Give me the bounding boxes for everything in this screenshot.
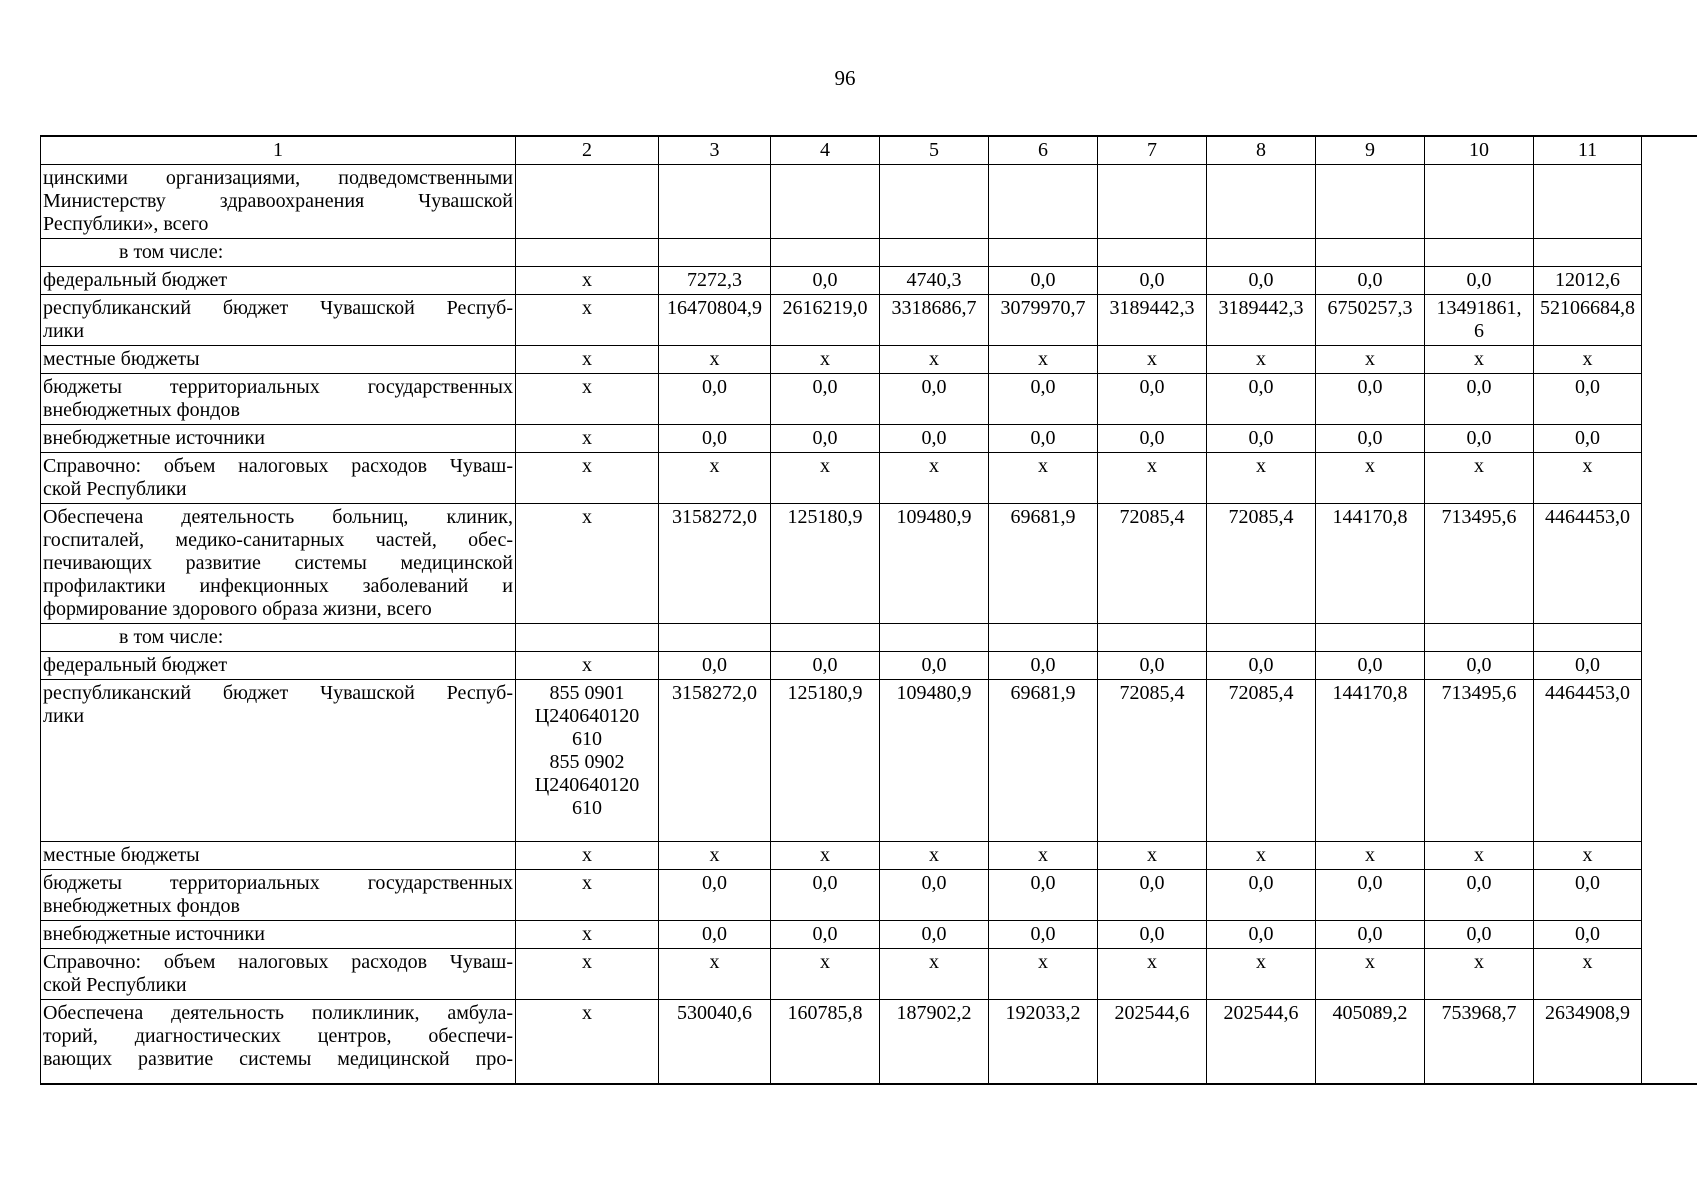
value-cell-line: 855 0901 <box>549 682 625 704</box>
value-cell: 4740,3 <box>880 267 989 295</box>
value-cell: 0,0 <box>1207 425 1316 453</box>
row-label <box>41 239 516 267</box>
row-label <box>41 949 516 1000</box>
value-cell: 0,0 <box>1098 425 1207 453</box>
value-cell: 0,0 <box>880 870 989 921</box>
value-cell: 3158272,0 <box>659 680 771 842</box>
row-label-line: в том числе: <box>119 626 224 648</box>
value-cell <box>1098 239 1207 267</box>
value-cell <box>771 165 880 239</box>
value-cell <box>989 165 1098 239</box>
value-cell: 0,0 <box>1316 267 1425 295</box>
value-cell-line: 6 <box>1474 320 1484 342</box>
value-cell-line: 855 0902 <box>549 751 625 773</box>
row-label-line: печивающих развитие системы медицинской <box>43 552 513 574</box>
value-cell: 144170,8 <box>1316 504 1425 624</box>
value-cell: 0,0 <box>880 921 989 949</box>
value-cell: 3079970,7 <box>989 295 1098 346</box>
column-header: 2 <box>516 136 659 165</box>
value-cell: 0,0 <box>989 425 1098 453</box>
value-cell: 3189442,3 <box>1098 295 1207 346</box>
value-cell: 0,0 <box>771 425 880 453</box>
budget-table-body <box>41 165 1697 1084</box>
value-cell <box>1534 165 1642 239</box>
value-cell: 0,0 <box>1425 425 1534 453</box>
value-cell <box>1316 165 1425 239</box>
table-row <box>41 870 1697 921</box>
row-label-line: Министерству здравоохранения Чувашской <box>43 190 513 212</box>
value-cell: 160785,8 <box>771 1000 880 1084</box>
table-row <box>41 239 1697 267</box>
value-cell: 0,0 <box>1425 374 1534 425</box>
value-cell <box>771 239 880 267</box>
value-cell-line: 610 <box>572 728 602 750</box>
column-header: 4 <box>771 136 880 165</box>
value-cell: 69681,9 <box>989 680 1098 842</box>
value-cell: х <box>989 949 1098 1000</box>
row-label <box>41 680 516 842</box>
value-cell: 125180,9 <box>771 504 880 624</box>
table-row <box>41 1000 1697 1084</box>
row-label-line: местные бюджеты <box>43 844 200 866</box>
column-header: 3 <box>659 136 771 165</box>
value-cell <box>1425 295 1534 346</box>
value-cell <box>659 239 771 267</box>
value-cell: 125180,9 <box>771 680 880 842</box>
value-cell: х <box>1098 453 1207 504</box>
value-cell: х <box>1425 842 1534 870</box>
value-cell: 0,0 <box>1207 267 1316 295</box>
table-row <box>41 165 1697 239</box>
value-cell: х <box>989 346 1098 374</box>
row-label-line: местные бюджеты <box>43 348 200 370</box>
value-cell: 0,0 <box>880 425 989 453</box>
row-label <box>41 624 516 652</box>
column-header: 10 <box>1425 136 1534 165</box>
value-cell: 52106684,8 <box>1534 295 1642 346</box>
value-cell: 4464453,0 <box>1534 504 1642 624</box>
value-cell: х <box>1098 949 1207 1000</box>
value-cell: 72085,4 <box>1207 504 1316 624</box>
value-cell: х <box>516 453 659 504</box>
table-row <box>41 267 1697 295</box>
row-label-line: республиканский бюджет Чувашской Респуб- <box>43 297 513 319</box>
table-row <box>41 346 1697 374</box>
value-cell <box>516 624 659 652</box>
value-cell: х <box>1207 842 1316 870</box>
value-cell: 192033,2 <box>989 1000 1098 1084</box>
value-cell: х <box>1316 842 1425 870</box>
row-label-line: Справочно: объем налоговых расходов Чуваш- <box>43 455 513 477</box>
value-cell: х <box>1534 346 1642 374</box>
value-cell: 187902,2 <box>880 1000 989 1084</box>
value-cell: 2616219,0 <box>771 295 880 346</box>
value-cell <box>880 624 989 652</box>
row-label-line: вающих развитие системы медицинской про- <box>43 1048 513 1070</box>
row-label-line: внебюджетных фондов <box>43 895 240 917</box>
row-label <box>41 652 516 680</box>
budget-table <box>40 135 1697 1085</box>
value-cell <box>1425 165 1534 239</box>
value-cell: 16470804,9 <box>659 295 771 346</box>
value-cell: х <box>771 949 880 1000</box>
value-cell: х <box>659 842 771 870</box>
value-cell: 0,0 <box>659 374 771 425</box>
value-cell: х <box>1534 453 1642 504</box>
value-cell: 0,0 <box>771 267 880 295</box>
value-cell: 0,0 <box>1207 870 1316 921</box>
value-cell <box>989 624 1098 652</box>
value-cell: х <box>1534 949 1642 1000</box>
value-cell: 0,0 <box>1316 870 1425 921</box>
value-cell: х <box>659 949 771 1000</box>
row-label <box>41 165 516 239</box>
value-cell: 109480,9 <box>880 504 989 624</box>
value-cell: 0,0 <box>1425 921 1534 949</box>
value-cell <box>1098 165 1207 239</box>
row-label <box>41 295 516 346</box>
value-cell: х <box>1425 949 1534 1000</box>
row-label <box>41 1000 516 1084</box>
value-cell: х <box>880 453 989 504</box>
row-label-line: Обеспечена деятельность больниц, клиник, <box>43 506 513 528</box>
value-cell: 0,0 <box>1207 652 1316 680</box>
row-label-line: республиканский бюджет Чувашской Респуб- <box>43 682 513 704</box>
value-cell: 0,0 <box>771 374 880 425</box>
value-cell: 0,0 <box>1316 921 1425 949</box>
value-cell: 0,0 <box>1425 870 1534 921</box>
value-cell <box>516 239 659 267</box>
value-cell: 0,0 <box>659 870 771 921</box>
row-label <box>41 504 516 624</box>
value-cell <box>1316 624 1425 652</box>
column-header: 11 <box>1534 136 1642 165</box>
value-cell: 3318686,7 <box>880 295 989 346</box>
value-cell <box>1207 239 1316 267</box>
value-cell: х <box>1425 453 1534 504</box>
value-cell: х <box>1534 842 1642 870</box>
value-cell: 0,0 <box>989 870 1098 921</box>
value-cell <box>1534 624 1642 652</box>
value-cell: 0,0 <box>1316 374 1425 425</box>
value-cell-line: Ц240640120 <box>534 774 640 796</box>
value-cell: х <box>880 949 989 1000</box>
value-cell <box>880 239 989 267</box>
value-cell: х <box>516 295 659 346</box>
value-cell: 405089,2 <box>1316 1000 1425 1084</box>
row-label-line: Справочно: объем налоговых расходов Чуваш- <box>43 951 513 973</box>
row-label-line: внебюджетные источники <box>43 923 265 945</box>
value-cell <box>1207 165 1316 239</box>
column-index-row <box>41 136 1697 165</box>
value-cell: 202544,6 <box>1207 1000 1316 1084</box>
value-cell <box>1534 239 1642 267</box>
row-label-line: бюджеты территориальных государственных <box>43 872 513 894</box>
value-cell: 0,0 <box>1534 870 1642 921</box>
value-cell: х <box>1207 949 1316 1000</box>
row-label-line: федеральный бюджет <box>43 269 228 291</box>
value-cell <box>989 239 1098 267</box>
value-cell: 0,0 <box>880 652 989 680</box>
row-label <box>41 374 516 425</box>
value-cell-line: 610 <box>572 797 602 819</box>
column-header: 9 <box>1316 136 1425 165</box>
value-cell: 0,0 <box>1534 921 1642 949</box>
value-cell: х <box>1316 346 1425 374</box>
row-label <box>41 267 516 295</box>
value-cell: 7272,3 <box>659 267 771 295</box>
value-cell: 0,0 <box>771 652 880 680</box>
table-row <box>41 842 1697 870</box>
row-label-line: лики <box>43 705 85 727</box>
row-label <box>41 870 516 921</box>
row-label-line: федеральный бюджет <box>43 654 228 676</box>
value-cell: х <box>989 842 1098 870</box>
value-cell: х <box>516 1000 659 1084</box>
value-cell: 2634908,9 <box>1534 1000 1642 1084</box>
row-label <box>41 346 516 374</box>
value-cell <box>516 680 659 842</box>
value-cell: х <box>516 374 659 425</box>
value-cell: 0,0 <box>771 921 880 949</box>
column-header: 6 <box>989 136 1098 165</box>
row-label <box>41 921 516 949</box>
value-cell <box>659 624 771 652</box>
column-header: 7 <box>1098 136 1207 165</box>
row-label-line: ской Республики <box>43 478 187 500</box>
value-cell: 713495,6 <box>1425 680 1534 842</box>
value-cell: х <box>516 949 659 1000</box>
value-cell: х <box>771 842 880 870</box>
value-cell: 0,0 <box>1207 374 1316 425</box>
value-cell: х <box>516 267 659 295</box>
value-cell: 69681,9 <box>989 504 1098 624</box>
value-cell: х <box>1098 842 1207 870</box>
value-cell: 0,0 <box>1098 374 1207 425</box>
row-label-line: в том числе: <box>119 241 224 263</box>
column-header: 1 <box>41 136 516 165</box>
row-label-line: госпиталей, медико-санитарных частей, обес- <box>43 529 513 551</box>
row-label-line: внебюджетных фондов <box>43 399 240 421</box>
value-cell: 753968,7 <box>1425 1000 1534 1084</box>
table-row <box>41 504 1697 624</box>
value-cell: х <box>659 453 771 504</box>
row-label-line: формирование здорового образа жизни, всего <box>43 598 432 620</box>
value-cell: 144170,8 <box>1316 680 1425 842</box>
table-row <box>41 949 1697 1000</box>
value-cell: 0,0 <box>880 374 989 425</box>
column-header: 5 <box>880 136 989 165</box>
table-row <box>41 295 1697 346</box>
value-cell: х <box>516 425 659 453</box>
row-label-line: цинскими организациями, подведомственными <box>43 167 513 189</box>
value-cell: 72085,4 <box>1098 680 1207 842</box>
value-cell: 0,0 <box>1098 921 1207 949</box>
value-cell <box>659 165 771 239</box>
value-cell <box>1316 239 1425 267</box>
value-cell-line: Ц240640120 <box>534 705 640 727</box>
value-cell: х <box>1316 453 1425 504</box>
value-cell: х <box>1316 949 1425 1000</box>
value-cell: 3189442,3 <box>1207 295 1316 346</box>
value-cell: 0,0 <box>989 267 1098 295</box>
value-cell: 0,0 <box>989 652 1098 680</box>
value-cell: 109480,9 <box>880 680 989 842</box>
page-number: 96 <box>834 66 856 90</box>
value-cell: х <box>516 870 659 921</box>
value-cell: х <box>516 842 659 870</box>
value-cell: 4464453,0 <box>1534 680 1642 842</box>
value-cell: 0,0 <box>771 870 880 921</box>
value-cell: 0,0 <box>1316 652 1425 680</box>
value-cell: 6750257,3 <box>1316 295 1425 346</box>
value-cell: 0,0 <box>1207 921 1316 949</box>
row-label <box>41 425 516 453</box>
value-cell: х <box>1425 346 1534 374</box>
table-row <box>41 921 1697 949</box>
value-cell: х <box>771 346 880 374</box>
table-row <box>41 453 1697 504</box>
value-cell: х <box>659 346 771 374</box>
table-row <box>41 374 1697 425</box>
value-cell: х <box>1207 346 1316 374</box>
value-cell: 0,0 <box>659 425 771 453</box>
row-label-line: бюджеты территориальных государственных <box>43 376 513 398</box>
value-cell <box>1425 239 1534 267</box>
value-cell <box>880 165 989 239</box>
value-cell: 72085,4 <box>1207 680 1316 842</box>
value-cell-line: 13491861, <box>1436 297 1522 319</box>
row-label-line: торий, диагностических центров, обеспечи- <box>43 1025 513 1047</box>
row-label-line: профилактики инфекционных заболеваний и <box>43 575 513 597</box>
value-cell <box>771 624 880 652</box>
value-cell: 0,0 <box>1425 652 1534 680</box>
row-label-line: лики <box>43 320 85 342</box>
value-cell <box>1098 624 1207 652</box>
value-cell: 0,0 <box>989 374 1098 425</box>
row-label-line: Республики», всего <box>43 213 209 235</box>
value-cell: х <box>880 842 989 870</box>
value-cell: 0,0 <box>1098 267 1207 295</box>
value-cell <box>1207 624 1316 652</box>
value-cell: х <box>880 346 989 374</box>
row-label <box>41 842 516 870</box>
value-cell: 3158272,0 <box>659 504 771 624</box>
table-row <box>41 624 1697 652</box>
value-cell: х <box>516 504 659 624</box>
value-cell: х <box>1207 453 1316 504</box>
value-cell: 0,0 <box>989 921 1098 949</box>
value-cell: 0,0 <box>1534 652 1642 680</box>
value-cell: 72085,4 <box>1098 504 1207 624</box>
value-cell: 0,0 <box>1098 652 1207 680</box>
table-row <box>41 425 1697 453</box>
value-cell <box>516 165 659 239</box>
value-cell: 530040,6 <box>659 1000 771 1084</box>
table-row <box>41 652 1697 680</box>
value-cell <box>1425 624 1534 652</box>
value-cell: 713495,6 <box>1425 504 1534 624</box>
value-cell: х <box>516 652 659 680</box>
value-cell: х <box>1098 346 1207 374</box>
row-label-line: Обеспечена деятельность поликлиник, амбула- <box>43 1002 513 1024</box>
value-cell: 0,0 <box>1425 267 1534 295</box>
value-cell: 0,0 <box>659 652 771 680</box>
column-header: 8 <box>1207 136 1316 165</box>
value-cell: х <box>516 921 659 949</box>
value-cell: 0,0 <box>1534 374 1642 425</box>
row-label <box>41 453 516 504</box>
value-cell: х <box>516 346 659 374</box>
value-cell: х <box>989 453 1098 504</box>
value-cell: 0,0 <box>659 921 771 949</box>
value-cell: х <box>771 453 880 504</box>
value-cell: 0,0 <box>1316 425 1425 453</box>
value-cell: 0,0 <box>1098 870 1207 921</box>
value-cell: 0,0 <box>1534 425 1642 453</box>
row-label-line: ской Республики <box>43 974 187 996</box>
row-label-line: внебюджетные источники <box>43 427 265 449</box>
value-cell: 12012,6 <box>1534 267 1642 295</box>
table-row <box>41 680 1697 842</box>
value-cell: 202544,6 <box>1098 1000 1207 1084</box>
